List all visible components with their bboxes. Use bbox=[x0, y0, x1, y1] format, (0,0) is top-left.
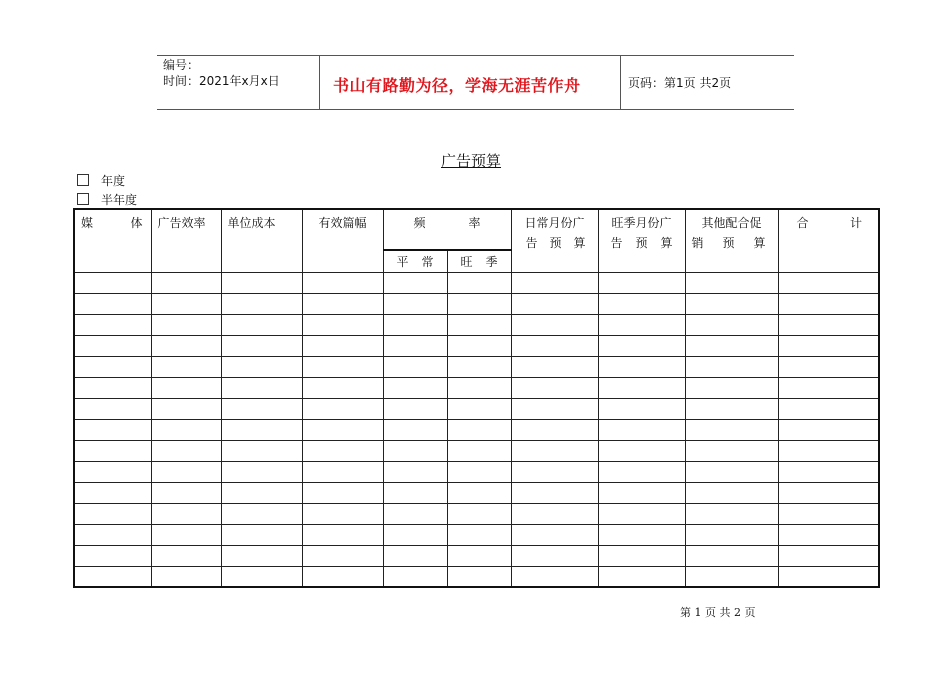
table-cell[interactable] bbox=[74, 398, 151, 419]
table-cell[interactable] bbox=[778, 356, 879, 377]
table-cell[interactable] bbox=[511, 566, 598, 587]
table-cell[interactable] bbox=[598, 503, 685, 524]
table-cell[interactable] bbox=[511, 398, 598, 419]
table-cell[interactable] bbox=[685, 335, 778, 356]
table-row bbox=[74, 440, 879, 461]
table-row bbox=[74, 272, 879, 293]
table-cell[interactable] bbox=[74, 272, 151, 293]
table-cell[interactable] bbox=[511, 419, 598, 440]
table-row bbox=[74, 419, 879, 440]
ad-budget-table bbox=[73, 208, 880, 588]
col-header-frequency bbox=[383, 209, 511, 250]
col-header-normal-month-char3: 算 bbox=[573, 236, 586, 250]
table-cell[interactable] bbox=[383, 545, 447, 566]
table-cell[interactable] bbox=[151, 377, 221, 398]
table-cell[interactable] bbox=[74, 335, 151, 356]
table-cell[interactable] bbox=[447, 503, 511, 524]
table-cell[interactable] bbox=[383, 356, 447, 377]
table-cell[interactable] bbox=[151, 356, 221, 377]
table-cell[interactable] bbox=[383, 314, 447, 335]
table-row bbox=[74, 377, 879, 398]
table-cell[interactable] bbox=[74, 314, 151, 335]
motto-text: 书山有路勤为径，学海无涯苦作舟 bbox=[333, 76, 581, 95]
table-cell[interactable] bbox=[685, 398, 778, 419]
table-row bbox=[74, 293, 879, 314]
table-cell[interactable] bbox=[383, 482, 447, 503]
col-header-frequency-peak-char1: 旺 bbox=[460, 254, 473, 269]
table-cell[interactable] bbox=[74, 566, 151, 587]
table-cell[interactable] bbox=[778, 398, 879, 419]
table-cell[interactable] bbox=[778, 461, 879, 482]
table-cell[interactable] bbox=[302, 482, 383, 503]
table-cell[interactable] bbox=[302, 461, 383, 482]
table-cell[interactable] bbox=[383, 272, 447, 293]
table-cell[interactable] bbox=[685, 419, 778, 440]
table-cell[interactable] bbox=[511, 293, 598, 314]
page-title: 广告预算 bbox=[441, 152, 502, 170]
table-cell[interactable] bbox=[598, 314, 685, 335]
col-header-frequency-peak bbox=[447, 250, 511, 272]
table-cell[interactable] bbox=[302, 398, 383, 419]
table-cell[interactable] bbox=[511, 335, 598, 356]
option-semiannual[interactable] bbox=[77, 192, 137, 208]
table-cell[interactable] bbox=[221, 335, 302, 356]
table-cell[interactable] bbox=[511, 314, 598, 335]
col-header-total-char1: 合 bbox=[796, 216, 809, 230]
table-cell[interactable] bbox=[221, 377, 302, 398]
table-cell[interactable] bbox=[302, 440, 383, 461]
option-annual-label: 年度 bbox=[101, 174, 126, 188]
col-header-peak-month-budget bbox=[598, 209, 685, 272]
table-cell[interactable] bbox=[685, 272, 778, 293]
table-cell[interactable] bbox=[383, 524, 447, 545]
table-cell[interactable] bbox=[151, 545, 221, 566]
table-cell[interactable] bbox=[221, 314, 302, 335]
table-row bbox=[74, 461, 879, 482]
col-header-frequency-char2: 率 bbox=[468, 216, 481, 230]
table-cell[interactable] bbox=[221, 524, 302, 545]
col-header-other-promo-budget bbox=[685, 209, 778, 272]
table-cell[interactable] bbox=[74, 524, 151, 545]
table-cell[interactable] bbox=[447, 272, 511, 293]
table-cell[interactable] bbox=[778, 566, 879, 587]
table-cell[interactable] bbox=[598, 293, 685, 314]
table-cell[interactable] bbox=[598, 356, 685, 377]
table-cell[interactable] bbox=[511, 356, 598, 377]
table-cell[interactable] bbox=[685, 314, 778, 335]
table-cell[interactable] bbox=[151, 503, 221, 524]
header-bottom-rule bbox=[157, 109, 794, 110]
table-cell[interactable] bbox=[74, 440, 151, 461]
budget-table-body bbox=[74, 272, 879, 587]
table-cell[interactable] bbox=[447, 461, 511, 482]
table-cell[interactable] bbox=[778, 545, 879, 566]
table-row bbox=[74, 335, 879, 356]
table-cell[interactable] bbox=[221, 293, 302, 314]
table-cell[interactable] bbox=[221, 461, 302, 482]
table-cell[interactable] bbox=[74, 377, 151, 398]
table-cell[interactable] bbox=[151, 419, 221, 440]
col-header-normal-month-budget bbox=[511, 209, 598, 272]
table-row bbox=[74, 524, 879, 545]
table-cell[interactable] bbox=[151, 314, 221, 335]
col-header-unit-cost-label: 单位成本 bbox=[227, 216, 276, 230]
table-cell[interactable] bbox=[302, 335, 383, 356]
table-cell[interactable] bbox=[151, 398, 221, 419]
header-divider-right bbox=[620, 55, 621, 110]
col-header-peak-month-line1: 旺季月份广 bbox=[611, 216, 672, 230]
table-cell[interactable] bbox=[685, 440, 778, 461]
table-cell[interactable] bbox=[74, 293, 151, 314]
table-cell[interactable] bbox=[302, 566, 383, 587]
table-cell[interactable] bbox=[685, 482, 778, 503]
table-cell[interactable] bbox=[302, 293, 383, 314]
table-cell[interactable] bbox=[447, 545, 511, 566]
col-header-frequency-normal-char2: 常 bbox=[421, 254, 434, 269]
table-cell[interactable] bbox=[221, 545, 302, 566]
table-cell[interactable] bbox=[151, 566, 221, 587]
table-cell[interactable] bbox=[221, 272, 302, 293]
col-header-media-char2: 体 bbox=[130, 216, 143, 230]
table-cell[interactable] bbox=[302, 545, 383, 566]
page-info-label: 页码：第1页 共2页 bbox=[628, 76, 732, 90]
table-cell[interactable] bbox=[598, 545, 685, 566]
table-cell[interactable] bbox=[74, 356, 151, 377]
col-header-other-promo-char2: 预 bbox=[722, 236, 735, 250]
table-cell[interactable] bbox=[511, 440, 598, 461]
table-cell[interactable] bbox=[221, 440, 302, 461]
table-row bbox=[74, 356, 879, 377]
table-cell[interactable] bbox=[511, 272, 598, 293]
col-header-peak-month-char2: 预 bbox=[635, 236, 648, 250]
table-cell[interactable] bbox=[511, 524, 598, 545]
table-cell[interactable] bbox=[151, 524, 221, 545]
table-row bbox=[74, 314, 879, 335]
table-cell[interactable] bbox=[151, 293, 221, 314]
table-cell[interactable] bbox=[221, 503, 302, 524]
table-cell[interactable] bbox=[74, 419, 151, 440]
table-cell[interactable] bbox=[778, 314, 879, 335]
header-top-rule bbox=[157, 55, 794, 56]
checkbox-annual[interactable] bbox=[77, 174, 89, 186]
table-cell[interactable] bbox=[151, 461, 221, 482]
col-header-frequency-peak-char2: 季 bbox=[485, 254, 498, 269]
table-cell[interactable] bbox=[447, 566, 511, 587]
col-header-peak-month-char3: 算 bbox=[660, 236, 673, 250]
table-cell[interactable] bbox=[302, 272, 383, 293]
table-cell[interactable] bbox=[383, 377, 447, 398]
table-cell[interactable] bbox=[447, 482, 511, 503]
table-cell[interactable] bbox=[447, 398, 511, 419]
col-header-total-char2: 计 bbox=[849, 216, 862, 230]
table-cell[interactable] bbox=[685, 524, 778, 545]
col-header-frequency-normal bbox=[383, 250, 447, 272]
col-header-effective-space bbox=[302, 209, 383, 272]
table-cell[interactable] bbox=[221, 566, 302, 587]
col-header-normal-month-line1: 日常月份广 bbox=[524, 216, 585, 230]
table-cell[interactable] bbox=[74, 482, 151, 503]
table-row bbox=[74, 398, 879, 419]
table-cell[interactable] bbox=[598, 461, 685, 482]
table-cell[interactable] bbox=[383, 419, 447, 440]
table-cell[interactable] bbox=[447, 524, 511, 545]
table-cell[interactable] bbox=[778, 440, 879, 461]
col-header-peak-month-char1: 告 bbox=[610, 236, 623, 250]
table-cell[interactable] bbox=[151, 482, 221, 503]
table-cell[interactable] bbox=[511, 503, 598, 524]
table-cell[interactable] bbox=[151, 272, 221, 293]
option-semiannual-label: 半年度 bbox=[101, 193, 138, 207]
table-cell[interactable] bbox=[598, 335, 685, 356]
table-cell[interactable] bbox=[221, 398, 302, 419]
table-cell[interactable] bbox=[447, 440, 511, 461]
table-cell[interactable] bbox=[778, 272, 879, 293]
checkbox-semiannual[interactable] bbox=[77, 193, 89, 205]
table-cell[interactable] bbox=[383, 566, 447, 587]
table-cell[interactable] bbox=[685, 461, 778, 482]
page-footer: 第 1 页 共 2 页 bbox=[680, 606, 756, 619]
table-cell[interactable] bbox=[447, 314, 511, 335]
table-cell[interactable] bbox=[383, 398, 447, 419]
table-cell[interactable] bbox=[511, 545, 598, 566]
table-cell[interactable] bbox=[447, 293, 511, 314]
table-cell[interactable] bbox=[221, 356, 302, 377]
table-cell[interactable] bbox=[598, 419, 685, 440]
option-annual[interactable] bbox=[77, 173, 125, 189]
table-cell[interactable] bbox=[383, 293, 447, 314]
col-header-total bbox=[778, 209, 879, 272]
col-header-effective-space-label: 有效篇幅 bbox=[318, 216, 367, 230]
document-number-label: 编号： bbox=[163, 58, 200, 72]
table-cell[interactable] bbox=[685, 503, 778, 524]
col-header-other-promo-char3: 算 bbox=[753, 236, 766, 250]
table-cell[interactable] bbox=[151, 335, 221, 356]
table-cell[interactable] bbox=[383, 461, 447, 482]
col-header-media-char1: 媒 bbox=[81, 216, 94, 230]
header-divider-left bbox=[319, 55, 320, 110]
table-cell[interactable] bbox=[778, 482, 879, 503]
table-cell[interactable] bbox=[598, 524, 685, 545]
table-cell[interactable] bbox=[778, 524, 879, 545]
col-header-frequency-normal-char1: 平 bbox=[396, 254, 409, 269]
table-cell[interactable] bbox=[778, 503, 879, 524]
table-cell[interactable] bbox=[447, 377, 511, 398]
table-row bbox=[74, 566, 879, 587]
table-cell[interactable] bbox=[511, 377, 598, 398]
col-header-media bbox=[74, 209, 151, 272]
table-cell[interactable] bbox=[74, 461, 151, 482]
table-cell[interactable] bbox=[74, 503, 151, 524]
col-header-other-promo-line1: 其他配合促 bbox=[701, 216, 762, 230]
col-header-other-promo-char1: 销 bbox=[691, 236, 704, 250]
col-header-normal-month-char2: 预 bbox=[549, 236, 562, 250]
table-cell[interactable] bbox=[302, 356, 383, 377]
table-cell[interactable] bbox=[685, 377, 778, 398]
table-cell[interactable] bbox=[302, 524, 383, 545]
table-cell[interactable] bbox=[778, 293, 879, 314]
table-cell[interactable] bbox=[511, 461, 598, 482]
table-cell[interactable] bbox=[447, 419, 511, 440]
table-cell[interactable] bbox=[74, 545, 151, 566]
col-header-ad-efficiency-label: 广告效率 bbox=[157, 216, 206, 230]
table-cell[interactable] bbox=[598, 377, 685, 398]
table-cell[interactable] bbox=[302, 419, 383, 440]
table-cell[interactable] bbox=[302, 377, 383, 398]
table-cell[interactable] bbox=[447, 335, 511, 356]
table-cell[interactable] bbox=[598, 398, 685, 419]
table-cell[interactable] bbox=[598, 440, 685, 461]
table-cell[interactable] bbox=[511, 482, 598, 503]
table-cell[interactable] bbox=[383, 440, 447, 461]
table-cell[interactable] bbox=[685, 566, 778, 587]
col-header-ad-efficiency bbox=[151, 209, 221, 272]
table-cell[interactable] bbox=[151, 440, 221, 461]
table-cell[interactable] bbox=[778, 335, 879, 356]
col-header-frequency-char1: 频 bbox=[413, 216, 426, 230]
table-cell[interactable] bbox=[778, 377, 879, 398]
table-cell[interactable] bbox=[598, 566, 685, 587]
table-cell[interactable] bbox=[447, 356, 511, 377]
col-header-unit-cost bbox=[221, 209, 302, 272]
table-row bbox=[74, 482, 879, 503]
table-cell[interactable] bbox=[221, 482, 302, 503]
table-cell[interactable] bbox=[383, 335, 447, 356]
table-row bbox=[74, 545, 879, 566]
table-cell[interactable] bbox=[598, 482, 685, 503]
document-time-label: 时间：2021年x月x日 bbox=[163, 74, 280, 88]
table-cell[interactable] bbox=[302, 314, 383, 335]
table-cell[interactable] bbox=[685, 293, 778, 314]
table-cell[interactable] bbox=[598, 272, 685, 293]
table-cell[interactable] bbox=[302, 503, 383, 524]
table-cell[interactable] bbox=[778, 419, 879, 440]
table-row bbox=[74, 503, 879, 524]
table-cell[interactable] bbox=[221, 419, 302, 440]
table-cell[interactable] bbox=[685, 545, 778, 566]
col-header-normal-month-char1: 告 bbox=[525, 236, 538, 250]
table-cell[interactable] bbox=[685, 356, 778, 377]
table-cell[interactable] bbox=[383, 503, 447, 524]
